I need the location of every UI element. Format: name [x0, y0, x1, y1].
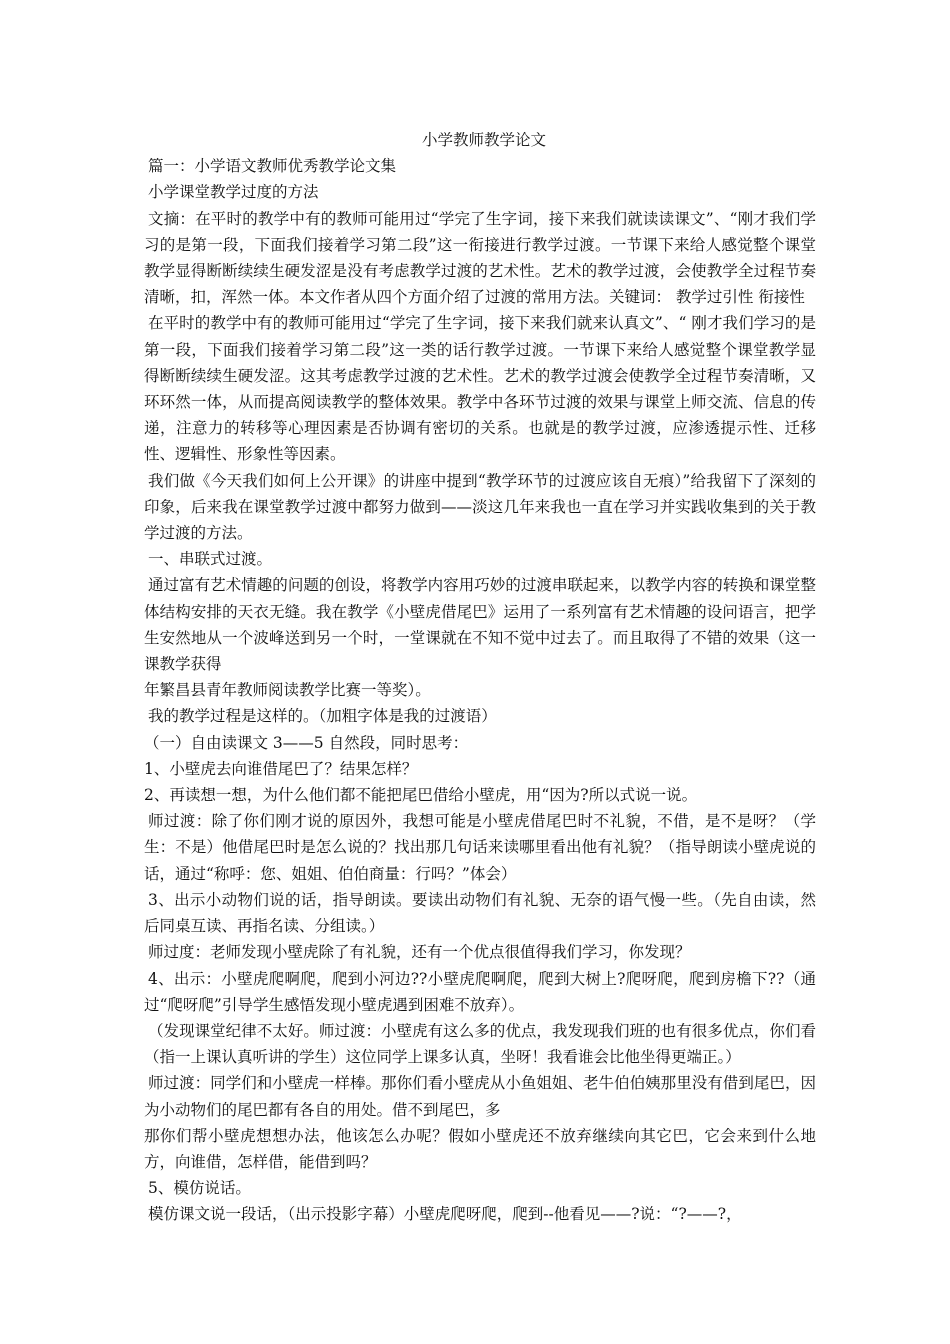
- list-item: 5、模仿说话。: [148, 1179, 251, 1198]
- body-paragraph: 在平时的教学中有的教师可能用过“学完了生字词，接下来我们就来认真文”、“ 刚才我们学习的是第一段，下面我们接着学习第二段”这一类的话行教学过渡。一节课下来给人感觉整个课堂教学显得断断续续生硬发涩。这其考虑教学过渡的艺术性。艺术的教学过渡会使教学全过程节奏清晰，又环环然一体，从而提高阅读教学的整体效果。教学中各环节过渡的效果与课堂上师交流、信息的传递，注意力的转移等心理因素是否协调有密切的关系。也就是的教学过渡，应渗透提示性、迁移性、逻辑性、形象性等因素。: [144, 314, 816, 464]
- article-title: 小学课堂教学过度的方法: [148, 183, 319, 202]
- list-item: 4、出示：小壁虎爬啊爬，爬到小河边??小壁虎爬啊爬，爬到大树上?爬呀爬，爬到房檐下??（通过“爬呀爬”引导学生感悟发现小壁虎遇到困难不放弃）。: [144, 969, 816, 1014]
- body-paragraph: 那你们帮小壁虎想想办法，他该怎么办呢？假如小壁虎还不放弃继续向其它巴，它会来到什么地方，向谁借，怎样借，能借到吗？: [144, 1126, 816, 1171]
- body-paragraph: 模仿课文说一段话，（出示投影字幕）小壁虎爬呀爬，爬到--他看见——?说：“?——?，: [148, 1205, 742, 1224]
- body-paragraph: 通过富有艺术情趣的问题的创设，将教学内容用巧妙的过渡串联起来，以教学内容的转换和课堂整体结构安排的天衣无缝。我在教学《小壁虎借尾巴》运用了一系列富有艺术情趣的设问语言，把学生安然地从一个波峰送到另一个时，一堂课就在不知不觉中过去了。而且取得了不错的效果（这一课教学获得: [144, 576, 816, 674]
- body-paragraph: 年繁昌县青年教师阅读教学比赛一等奖）。: [144, 681, 431, 700]
- body-paragraph: （发现课堂纪律不太好。师过渡：小壁虎有这么多的优点，我发现我们班的也有很多优点，你们看（指一上课认真听讲的学生）这位同学上课多认真，坐呀！我看谁会比他坐得更端正。）: [144, 1021, 816, 1067]
- body-paragraph: 我们做《今天我们如何上公开课》的讲座中提到“教学环节的过渡应该自无痕）”给我留下了深刻的印象，后来我在课堂教学过渡中都努力做到——淡这几年来我也一直在学习并实践收集到的关于教学过渡的方法。: [144, 471, 816, 543]
- document-body: [144, 127, 816, 1228]
- transition-paragraph: 师过度：老师发现小壁虎除了有礼貌，还有一个优点很值得我们学习，你发现？: [148, 943, 691, 962]
- list-item: 2、再读想一想，为什么他们都不能把尾巴借给小壁虎，用“因为?所以式说一说。: [144, 786, 698, 805]
- abstract-paragraph: 文摘：在平时的教学中有的教师可能用过“学完了生字词，接下来我们就读读课文”、“刚才我们学习的是第一段，下面我们接着学习第二段”这一衔接进行教学过渡。一节课下来给人感觉整个课堂教学显得断断续续生硬发涩是没有考虑教学过渡的艺术性。艺术的教学过渡，会使教学全过程节奏清晰，扣，浑然一体。本文作者从四个方面介绍了过渡的常用方法。关键词： 教学过引性 衔接性: [144, 209, 816, 307]
- list-item: 1、小壁虎去向谁借尾巴了？结果怎样？: [144, 759, 418, 778]
- body-paragraph: 我的教学过程是这样的。（加粗字体是我的过渡语）: [148, 707, 497, 726]
- section-heading: 篇一：小学语文教师优秀教学论文集: [148, 157, 397, 176]
- document-title: 小学教师教学论文: [421, 131, 546, 149]
- transition-paragraph: 师过渡：除了你们刚才说的原因外，我想可能是小壁虎借尾巴时不礼貌，不借，是不是呀？（学生：不是）他借尾巴时是怎么说的？找出那几句话来读哪里看出他有礼貌？（指导朗读小壁虎说的话，通过“称呼：您、姐姐、伯伯商量：行吗？”体会）: [144, 812, 816, 883]
- step-heading: （一）自由读课文 3——5 自然段，同时思考：: [144, 733, 469, 752]
- transition-paragraph: 师过渡：同学们和小壁虎一样棒。那你们看小壁虎从小鱼姐姐、老牛伯伯姨那里没有借到尾巴，因为小动物们的尾巴都有各自的用处。借不到尾巴，多: [144, 1074, 816, 1119]
- subsection-heading: 一、串联式过渡。: [148, 550, 273, 569]
- list-item: 3、出示小动物们说的话，指导朗读。要读出动物们有礼貌、无奈的语气慢一些。（先自由读，然后同桌互读、再指名读、分组读。）: [144, 890, 816, 936]
